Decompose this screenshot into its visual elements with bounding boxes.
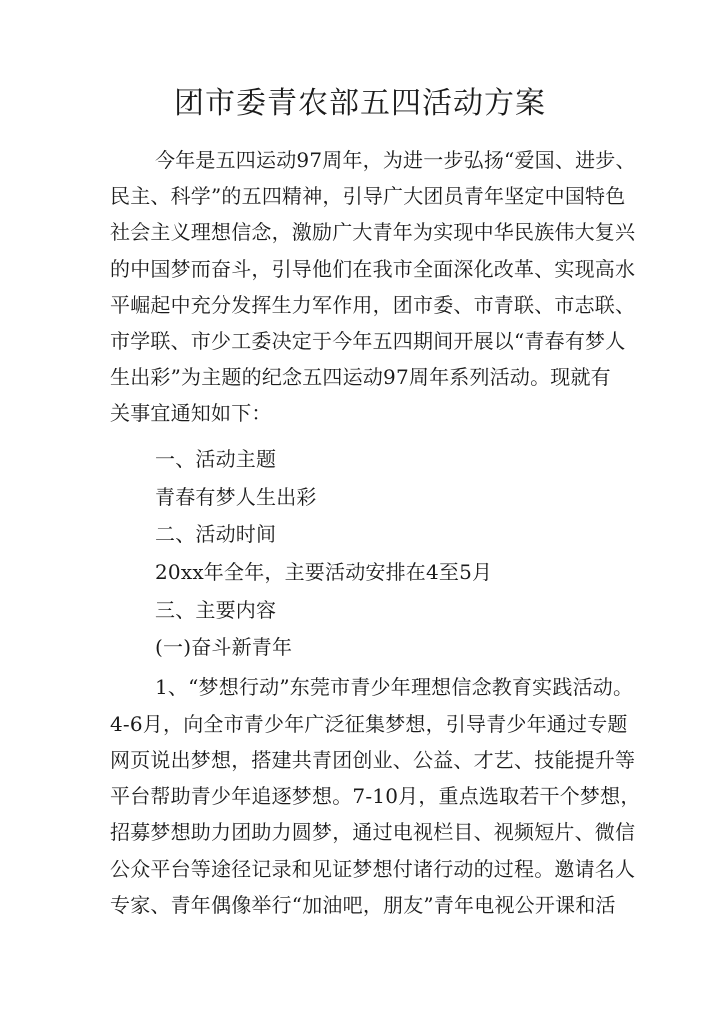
paragraph-line: 民主、科学”的五四精神，引导广大团员青年坚定中国特色 [110, 184, 626, 208]
paragraph-line: 今年是五四运动97周年，为进一步弘扬“爱国、进步、 [155, 148, 636, 172]
paragraph-line: 的中国梦而奋斗，引导他们在我市全面深化改革、实现高水 [110, 257, 636, 281]
paragraph-line: 招募梦想助力团助力圆梦，通过电视栏目、视频短片、微信 [110, 820, 636, 844]
paragraph-line: 关事宜通知如下： [110, 401, 272, 425]
paragraph-line: 市学联、市少工委决定于今年五四期间开展以“青春有梦人 [110, 329, 626, 353]
paragraph-line: 专家、青年偶像举行“加油吧，朋友”青年电视公开课和活 [110, 893, 616, 917]
paragraph-line: 网页说出梦想，搭建共青团创业、公益、才艺、技能提升等 [110, 748, 636, 772]
paragraph-line: 青春有梦人生出彩 [155, 485, 317, 509]
paragraph-line: 公众平台等途径记录和见证梦想付诸行动的过程。邀请名人 [110, 857, 636, 881]
section-heading: 二、活动时间 [155, 522, 277, 546]
paragraph-line: 20xx年全年，主要活动安排在4至5月 [155, 560, 493, 584]
paragraph-line: 4-6月，向全市青少年广泛征集梦想，引导青少年通过专题 [110, 712, 628, 736]
paragraph-line: 平台帮助青少年追逐梦想。7-10月，重点选取若干个梦想， [110, 784, 641, 808]
paragraph-line: 1、“梦想行动”东莞市青少年理想信念教育实践活动。 [155, 675, 634, 699]
section-heading: 三、主要内容 [155, 598, 277, 622]
paragraph-line: 平崛起中充分发挥生力军作用，团市委、市青联、市志联、 [110, 293, 636, 317]
subsection-heading: (一)奋斗新青年 [155, 635, 293, 659]
paragraph-line: 生出彩”为主题的纪念五四运动97周年系列活动。现就有 [110, 365, 611, 389]
section-heading: 一、活动主题 [155, 447, 277, 471]
paragraph-line: 社会主义理想信念，激励广大青年为实现中华民族伟大复兴 [110, 220, 636, 244]
document-title: 团市委青农部五四活动方案 [174, 86, 546, 121]
